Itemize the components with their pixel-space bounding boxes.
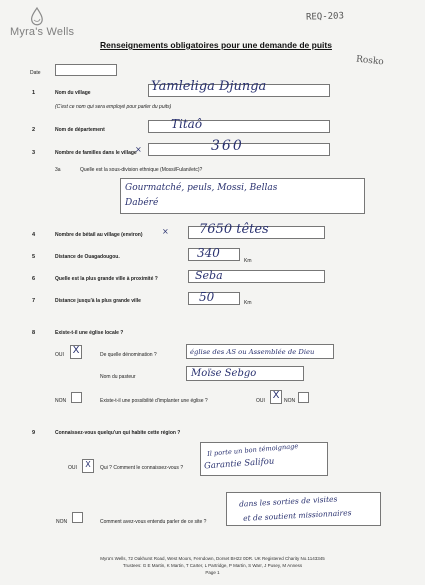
q4-number: 4 — [32, 232, 36, 238]
page-number: Page 1 — [205, 570, 220, 575]
village-name-note: (C'est ce nom qui sera employé pour parler du puits) — [55, 104, 172, 110]
page-title: Renseignements obligatoires pour une demande de puits — [100, 40, 332, 50]
distance-city-unit: Km — [244, 300, 252, 306]
denomination-field[interactable] — [186, 344, 334, 359]
know-someone-label: Connaissez-vous quelqu'un qui habite cette région ? — [55, 430, 181, 436]
nearest-city-field[interactable] — [188, 270, 325, 283]
date-field[interactable] — [55, 64, 117, 76]
village-name-field[interactable] — [148, 79, 330, 97]
implant-non-checkbox[interactable] — [298, 392, 309, 403]
know-oui-check: X — [85, 460, 91, 469]
department-field[interactable] — [148, 117, 330, 133]
know-oui-checkbox[interactable] — [82, 459, 94, 473]
church-label: Existe-t-il une église locale ? — [55, 330, 124, 336]
ethnic-label: Quelle est la sous-division ethnique (Mossi/Fulani/etc)? — [80, 167, 203, 173]
implant-oui-checkbox[interactable] — [270, 390, 282, 404]
how-heard-field[interactable] — [226, 492, 381, 526]
church-oui-checkbox[interactable] — [70, 345, 82, 359]
village-name-label: Nom du village — [55, 90, 91, 96]
pastor-value: Moïse Sebgo — [191, 368, 257, 379]
how-heard-label: Comment avez-vous entendu parler de ce site ? — [100, 519, 207, 525]
distance-city-field[interactable] — [188, 292, 240, 305]
q6-number: 6 — [32, 276, 36, 282]
how-heard-line1: dans les sorties de visites — [238, 494, 338, 509]
distance-city-label: Distance jusqu'à la plus grande ville — [55, 298, 141, 304]
pastor-field[interactable] — [186, 366, 304, 381]
footer-address: Myra's Wells, 72 Oakhurst Road, West Moors, Ferndown, Dorset BH22 0DR. UK Registered Charity No.1143345 — [100, 556, 325, 561]
nearest-city-label: Quelle est la plus grande ville à proximité ? — [55, 276, 158, 282]
implant-church-label: Existe-t-il une possibilité d'implanter une église ? — [100, 398, 208, 404]
ethnic-field[interactable] — [120, 178, 365, 214]
families-field[interactable] — [148, 138, 330, 156]
distance-ouaga-unit: Km — [244, 258, 252, 264]
implant-oui-check: X — [272, 390, 280, 401]
pastor-label: Nom du pasteur — [100, 374, 136, 380]
families-value: 360 — [211, 138, 244, 154]
cattle-field[interactable] — [188, 222, 325, 239]
church-non-checkbox[interactable] — [71, 392, 82, 403]
logo: Myra's Wells — [10, 26, 75, 38]
know-non-label: NON — [56, 519, 68, 525]
who-field[interactable] — [200, 442, 328, 476]
department-label: Nom de département — [55, 127, 105, 133]
ethnic-value-line2: Dabéré — [125, 198, 159, 208]
implant-oui-label: OUI — [256, 398, 265, 404]
know-non-checkbox[interactable] — [72, 512, 83, 523]
cattle-label: Nombre de bétail au village (environ) — [55, 232, 143, 238]
distance-city-value: 50 — [199, 290, 215, 304]
church-oui-check: X — [72, 345, 80, 356]
cattle-mark: × — [162, 227, 169, 236]
corner-note: Rosko — [355, 54, 385, 68]
know-oui-label: OUI — [68, 465, 77, 471]
church-non-label: NON — [55, 398, 67, 404]
denomination-value: église des AS ou Assemblée de Dieu — [190, 348, 315, 356]
water-drop-icon — [26, 6, 48, 28]
ethnic-value-line1: Gourmatché, peuls, Mossi, Bellas — [125, 183, 278, 193]
how-heard-line2: et de soutient missionnaires — [242, 508, 352, 523]
distance-ouaga-label: Distance de Ouagadougou. — [55, 254, 120, 260]
families-mark: × — [135, 145, 142, 154]
distance-ouaga-value: 340 — [197, 246, 220, 260]
families-label: Nombre de familles dans le village — [55, 150, 137, 156]
q7-number: 7 — [32, 298, 36, 304]
reference-code: REQ-203 — [305, 11, 345, 23]
date-label: Date — [30, 70, 41, 76]
cattle-value: 7650 têtes — [199, 222, 269, 237]
who-value-line2: Garantie Salifou — [203, 456, 275, 472]
distance-ouaga-field[interactable] — [188, 248, 240, 261]
footer-trustees: Trustees: G E Martin, K Martin, T Carter, L Partridge, P Martin, S Warr, J Pusey, M Anness — [122, 563, 303, 568]
q1-number: 1 — [32, 90, 36, 96]
church-oui-label: OUI — [55, 352, 64, 358]
who-label: Qui ? Comment le connaissez-vous ? — [100, 465, 184, 471]
village-name-value: Yamleliga Djunga — [151, 79, 267, 94]
q9-number: 9 — [32, 430, 36, 436]
q5-number: 5 — [32, 254, 36, 260]
q8-number: 8 — [32, 330, 36, 336]
implant-non-label: NON — [284, 398, 296, 404]
q3a-number: 3a — [55, 167, 61, 173]
who-value-line1: Il porte un bon témoignage — [206, 442, 299, 458]
q2-number: 2 — [32, 127, 36, 133]
department-value: Titaô — [171, 117, 203, 131]
denomination-label: De quelle dénomination ? — [100, 352, 157, 358]
q3-number: 3 — [32, 150, 36, 156]
nearest-city-value: Seba — [195, 269, 223, 282]
